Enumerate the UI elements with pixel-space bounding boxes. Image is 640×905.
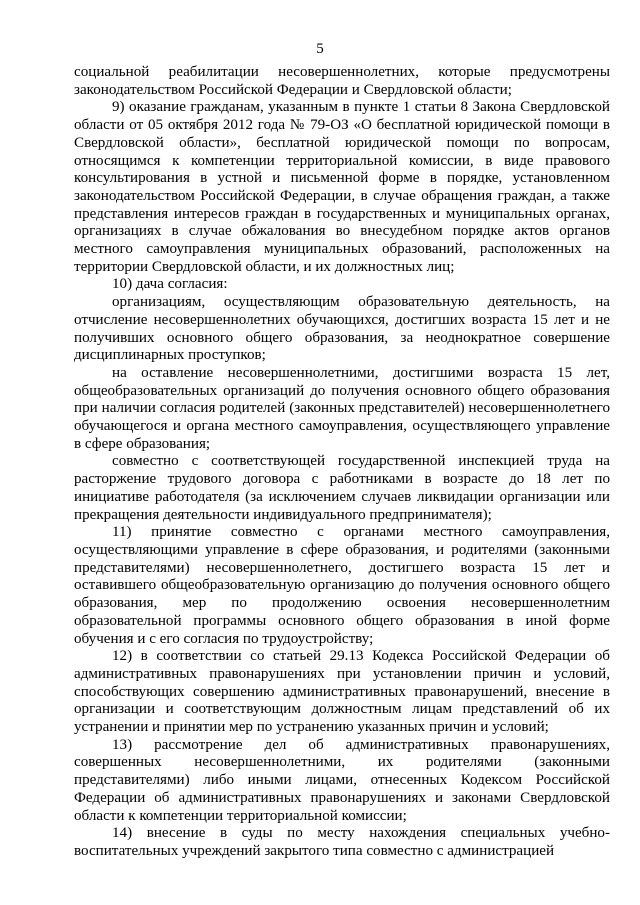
paragraph-item-10: 10) дача согласия:	[112, 276, 228, 293]
paragraph-item-13: 13) рассмотрение дел об административных правонарушениях, совершенных несовершеннолетними, их родителями (законными представителями) либо иными лицами, отнесенных Кодексом Российской Федерации об административных правонарушениях и законами Свердловской области к компетенции территориальной комиссии;	[74, 736, 610, 824]
page-number: 5	[316, 41, 324, 57]
paragraph-item-10-labor-contract: совместно с соответствующей государственной инспекцией труда на расторжение трудового договора с работниками в возрасте до 18 лет по инициативе работодателя (за исключением случаев ликвидации организации или прекращения деятельности индивидуального предпринимателя);	[74, 453, 610, 523]
paragraph-item-10-leaving-school: на оставление несовершеннолетними, достигшими возраста 15 лет, общеобразовательных организаций до получения основного общего образования при наличии согласия родителей (законных представителей) несовершеннолетнего обучающегося и органа местного самоуправления, осуществляющего управление в сфере образования;	[74, 364, 610, 452]
paragraph-item-9: 9) оказание гражданам, указанным в пункте 1 статьи 8 Закона Свердловской области от 05 октября 2012 года № 79-ОЗ «О бесплатной юридической помощи в Свердловской области», бесплатной юридической помощи по вопросам, относящимся к компетенции территориальной комиссии, в виде правового консультирования в устной и письменной форме в порядке, установленном законодательством Российской Федерации, в случае обращения граждан, а также представления интересов граждан в государственных и муниципальных органах, организациях в случае обжалования во внесудебном порядке актов органов местного самоуправления муниципальных образований, расположенных на территории Свердловской области, и их должностных лиц;	[74, 99, 610, 275]
paragraph-item-14: 14) внесение в суды по месту нахождения специальных учебно-воспитательных учреждений закрытого типа совместно с администрацией	[74, 825, 610, 859]
paragraph-item-11: 11) принятие совместно с органами местного самоуправления, осуществляющими управление в сфере образования, и родителями (законными представителями) несовершеннолетнего, достигшего возраста 15 лет и оставившего общеобразовательную организацию до получения основного общего образования, мер по продолжению освоения несовершеннолетним образовательной программы основного общего образования в иной форме обучения и с его согласия по трудоустройству;	[74, 524, 610, 647]
paragraph-item-10-expulsion: организациям, осуществляющим образовательную деятельность, на отчисление несовершеннолетних обучающихся, достигших возраста 15 лет и не получивших основного общего образования, за неоднократное совершение дисциплинарных проступков;	[74, 294, 610, 364]
document-body	[74, 64, 610, 861]
paragraph-item-12: 12) в соответствии со статьей 29.13 Кодекса Российской Федерации об административных правонарушениях при установлении причин и условий, способствующих совершению административных правонарушений, внесение в организации и соответствующим должностным лицам представлений об их устранении и принятии мер по устранению указанных причин и условий;	[74, 648, 610, 736]
paragraph-continuation: социальной реабилитации несовершеннолетних, которые предусмотрены законодательством Российской Федерации и Свердловской области;	[74, 64, 610, 98]
